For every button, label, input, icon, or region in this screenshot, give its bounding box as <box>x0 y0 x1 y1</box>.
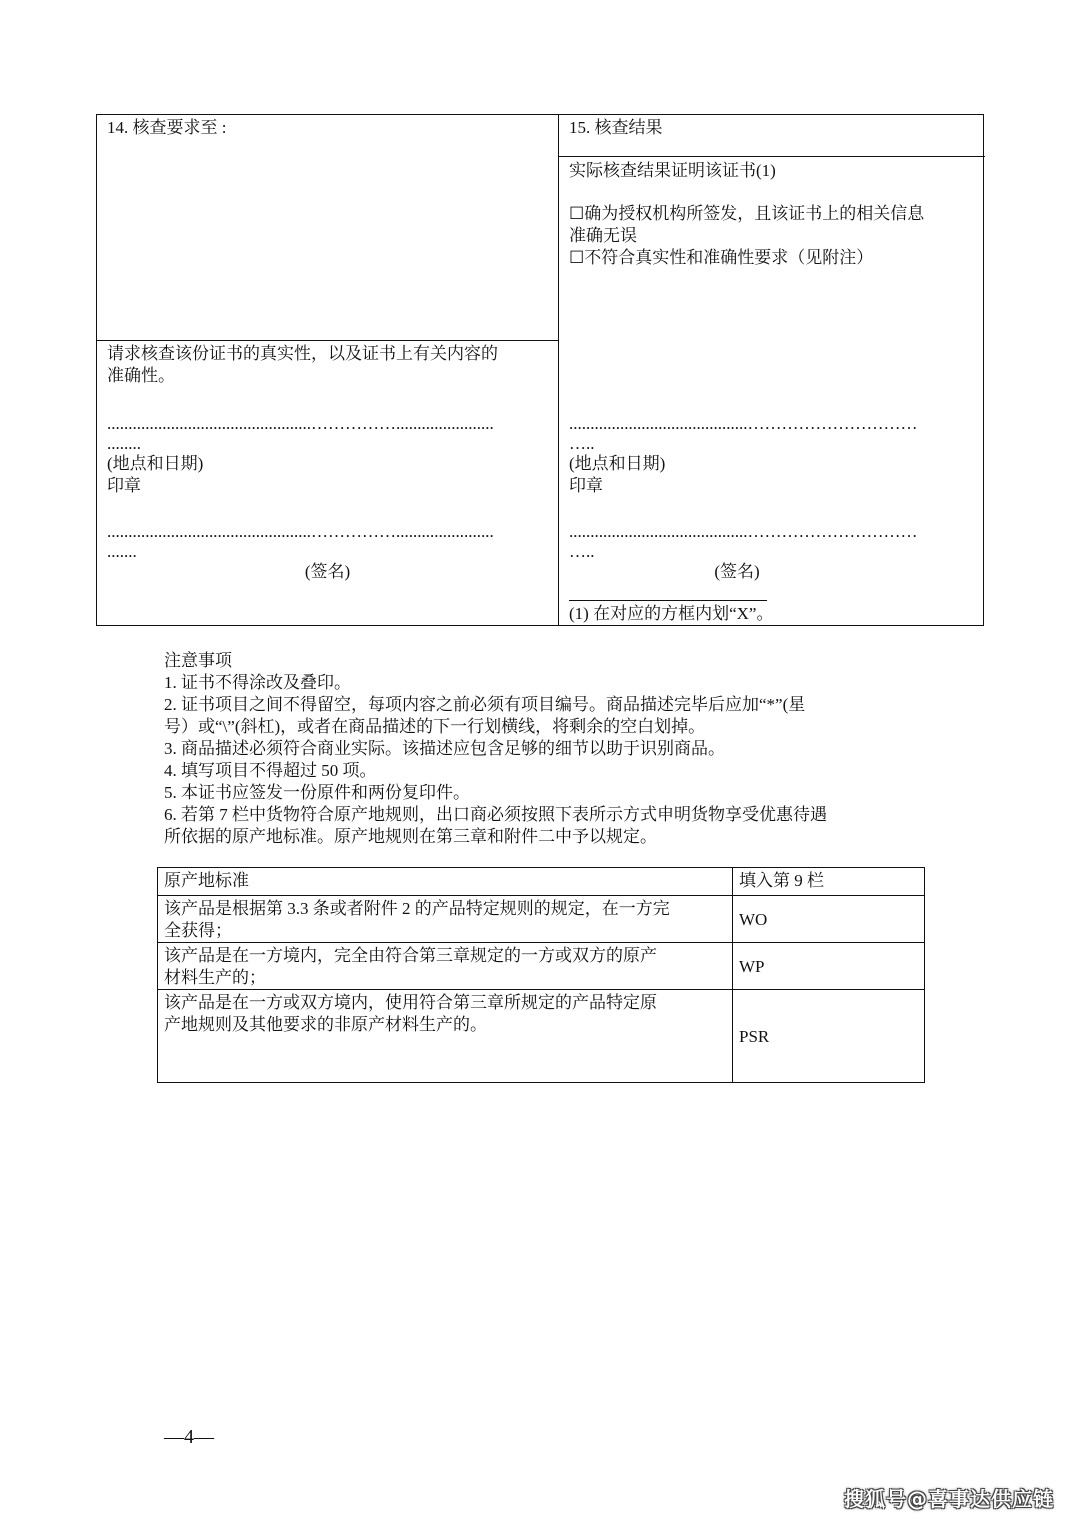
column-divider <box>558 115 559 625</box>
criterion-code: WP <box>733 943 925 990</box>
note-line: 6. 若第 7 栏中货物符合原产地规则，出口商必须按照下表所示方式申明货物享受优惠待遇 <box>164 805 827 824</box>
box15-place-date-label: (地点和日期) <box>569 454 666 473</box>
box15-signature-line-cont: ….. <box>569 542 595 561</box>
criterion-line: 该产品是根据第 3.3 条或者附件 2 的产品特定规则的规定，在一方完 <box>164 899 670 918</box>
footnote-rule <box>569 600 767 601</box>
criterion-line: 全获得； <box>164 921 232 940</box>
box15-seal-label: 印章 <box>569 476 603 495</box>
box15-option-not-compliant: ☐不符合真实性和准确性要求（见附注） <box>569 248 874 267</box>
box15-title: 15. 核查结果 <box>569 118 663 137</box>
note-line: 所依据的原产地标准。原产地规则在第三章和附件二中予以规定。 <box>164 827 657 846</box>
criterion-cell <box>158 990 733 1083</box>
criterion-code: WO <box>733 896 925 943</box>
box14-place-date-line-cont: ........ <box>107 434 141 453</box>
criterion-cell <box>158 896 733 943</box>
note-line: 号）或“\”(斜杠)，或者在商品描述的下一行划横线，将剩余的空白划掉。 <box>164 717 706 736</box>
watermark: 搜狐号@喜事达供应链 <box>844 1487 1054 1511</box>
box14-signature-line: ................................................……………....................... <box>107 522 494 541</box>
criterion-line: 产地规则及其他要求的非原产材料生产的。 <box>164 1015 487 1034</box>
box14-signature-line-cont: ....... <box>107 542 137 561</box>
table-row <box>158 943 925 990</box>
verification-form <box>96 114 984 626</box>
box15-option-authorized-cont: 准确无误 <box>569 226 637 245</box>
box15-divider <box>558 156 985 157</box>
box14-place-date-line: ................................................……………....................... <box>107 414 494 433</box>
note-line: 5. 本证书应签发一份原件和两份复印件。 <box>164 783 470 802</box>
box14-title: 14. 核查要求至 : <box>107 118 227 137</box>
box14-divider <box>97 340 558 341</box>
note-line: 4. 填写项目不得超过 50 项。 <box>164 761 377 780</box>
box15-place-date-line-cont: ….. <box>569 434 595 453</box>
note-line: 2. 证书项目之间不得留空，每项内容之前必须有项目编号。商品描述完毕后应加“*”(星 <box>164 695 806 714</box>
box14-signature-label: (签名) <box>304 562 351 581</box>
box15-signature-line: ..........................................………………………… <box>569 522 918 541</box>
box15-place-date-line: ..........................................………………………… <box>569 414 918 433</box>
box14-request-line2: 准确性。 <box>107 366 175 385</box>
box15-footnote: (1) 在对应的方框内划“X”。 <box>569 604 774 623</box>
note-line: 3. 商品描述必须符合商业实际。该描述应包含足够的细节以助于识别商品。 <box>164 739 725 758</box>
origin-criteria-table <box>157 867 925 1083</box>
criterion-line: 该产品是在一方境内，完全由符合第三章规定的一方或双方的原产 <box>164 946 657 965</box>
notes-section <box>164 650 944 848</box>
criterion-line: 材料生产的； <box>164 968 266 987</box>
page-number: —4— <box>164 1426 214 1448</box>
box15-option-authorized: ☐确为授权机构所签发，且该证书上的相关信息 <box>569 204 925 223</box>
header-box9: 填入第 9 栏 <box>733 868 925 896</box>
criterion-cell <box>158 943 733 990</box>
note-line: 1. 证书不得涂改及叠印。 <box>164 673 351 692</box>
box14-seal-label: 印章 <box>107 476 141 495</box>
box14-request-line1: 请求核查该份证书的真实性，以及证书上有关内容的 <box>107 344 498 363</box>
box15-intro: 实际核查结果证明该证书(1) <box>569 161 776 180</box>
table-row <box>158 990 925 1083</box>
table-row <box>158 896 925 943</box>
notes-heading: 注意事项 <box>164 651 232 670</box>
table-header-row <box>158 868 925 896</box>
criterion-line: 该产品是在一方或双方境内，使用符合第三章所规定的产品特定原 <box>164 993 657 1012</box>
header-criterion: 原产地标准 <box>158 868 733 896</box>
box15-signature-label: (签名) <box>714 562 760 581</box>
criterion-code: PSR <box>733 990 925 1083</box>
box14-place-date-label: (地点和日期) <box>107 454 204 473</box>
